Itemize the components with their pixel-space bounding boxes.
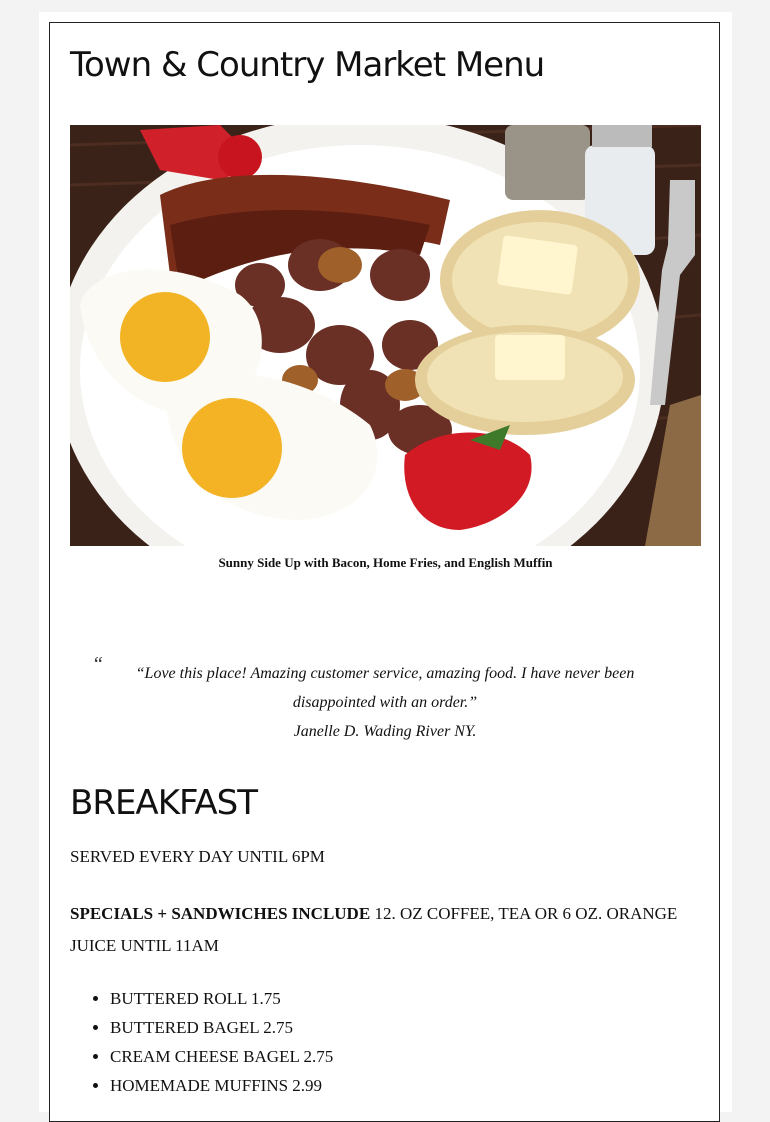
- quote-mark: “: [92, 653, 104, 675]
- menu-item: • BUTTERED BAGEL 2.75: [110, 1013, 333, 1042]
- breakfast-photo: [70, 125, 701, 546]
- breakfast-item-list: [70, 984, 333, 1100]
- menu-item: • HOMEMADE MUFFINS 2.99: [110, 1071, 333, 1100]
- menu-item: • BUTTERED ROLL 1.75: [110, 984, 333, 1013]
- page-title: Town & Country Market Menu: [70, 45, 545, 85]
- page-background: [39, 12, 732, 1112]
- menu-item: • CREAM CHEESE BAGEL 2.75: [110, 1042, 333, 1071]
- specials-note: [70, 898, 700, 962]
- breakfast-heading: BREAKFAST: [70, 783, 258, 823]
- testimonial-author: Janelle D. Wading River NY.: [293, 723, 477, 740]
- menu-card: [49, 22, 720, 1122]
- served-hours: SERVED EVERY DAY UNTIL 6PM: [70, 847, 325, 866]
- photo-caption: Sunny Side Up with Bacon, Home Fries, and English Muffin: [218, 555, 553, 570]
- specials-note-rest: 12. OZ COFFEE, TEA OR 6 OZ. ORANGE JUICE UNTIL 11AM: [70, 904, 678, 955]
- testimonial: [120, 659, 650, 746]
- testimonial-text: “Love this place! Amazing customer service, amazing food. I have never been disappointed with an order.”: [135, 665, 635, 711]
- specials-note-bold: SPECIALS + SANDWICHES INCLUDE: [70, 904, 371, 923]
